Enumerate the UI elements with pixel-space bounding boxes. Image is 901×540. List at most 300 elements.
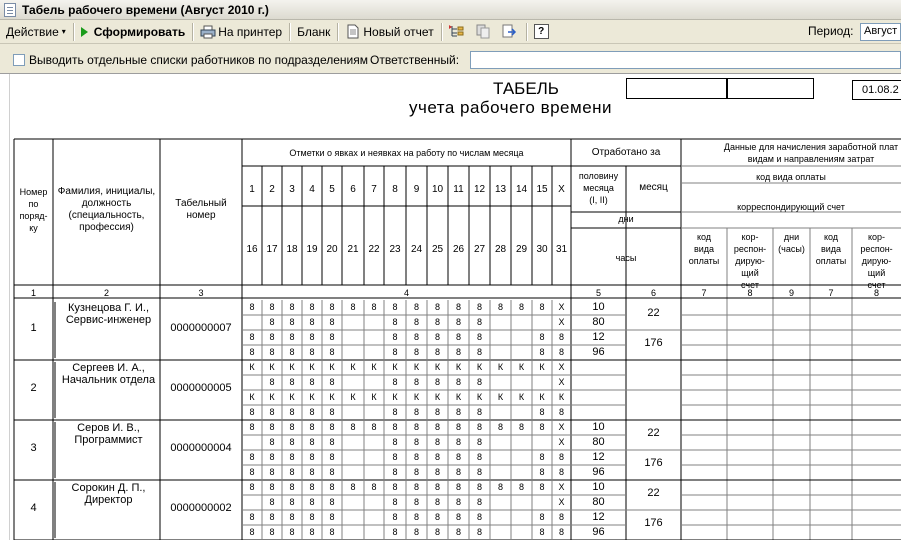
day-cell: 8 [249, 407, 255, 417]
day-cell: 8 [476, 317, 482, 327]
employee-name: Серов И. В., Программист [74, 422, 143, 446]
header-pay-sub: кор- респон- дирую- щий счет [860, 232, 893, 290]
generate-button[interactable] [77, 22, 189, 42]
day-cell: 8 [476, 467, 482, 477]
period-label: Период: [808, 24, 854, 38]
day-cell: К [249, 362, 255, 372]
day-cell: 8 [455, 332, 461, 342]
header-days: дни [618, 214, 634, 224]
day-cell: К [269, 362, 275, 372]
day-cell: К [539, 362, 545, 372]
day-cell: 8 [249, 527, 255, 537]
day-cell: 8 [455, 437, 461, 447]
header-day-top: 13 [494, 184, 507, 195]
month-value: 22 [647, 427, 660, 439]
day-cell: 8 [518, 482, 524, 492]
half-month-value: 96 [592, 526, 605, 538]
employee-tabnum: 0000000002 [170, 502, 232, 514]
day-cell: 8 [289, 512, 295, 522]
day-cell: 8 [392, 332, 398, 342]
day-cell: 8 [413, 347, 419, 357]
header-corr-account: корреспондирующий счет [737, 202, 845, 212]
header-pay-sub: код вида оплаты [688, 232, 720, 266]
day-cell: 8 [371, 422, 377, 432]
report-subtitle: учета рабочего времени [409, 98, 613, 117]
day-cell: К [539, 392, 545, 402]
day-cell: К [497, 362, 504, 372]
day-cell: 8 [476, 452, 482, 462]
responsible-input[interactable] [470, 51, 901, 69]
day-cell: 8 [434, 527, 440, 537]
day-cell: 8 [539, 407, 545, 417]
employee-tabnum: 0000000004 [170, 442, 232, 454]
day-cell: К [371, 392, 377, 402]
document-arrow-icon [501, 24, 517, 40]
day-cell: 8 [476, 347, 482, 357]
day-cell: 8 [392, 512, 398, 522]
day-cell: 8 [392, 377, 398, 387]
new-report-button[interactable] [341, 22, 437, 42]
month-value: 22 [647, 487, 660, 499]
column-number: 5 [595, 288, 601, 298]
move-button[interactable] [497, 22, 523, 42]
period-input[interactable]: Август [860, 23, 901, 41]
day-cell: 8 [392, 437, 398, 447]
day-cell: К [350, 362, 356, 372]
day-cell: К [413, 362, 420, 372]
day-cell: 8 [476, 497, 482, 507]
half-month-value: 80 [592, 496, 605, 508]
header-day-top: 11 [453, 184, 464, 195]
day-cell: 8 [289, 467, 295, 477]
toolbar [0, 20, 901, 44]
day-cell: 8 [392, 302, 398, 312]
day-cell: 8 [455, 512, 461, 522]
day-cell: X [558, 377, 565, 387]
day-cell: 8 [558, 467, 564, 477]
day-cell: 8 [350, 302, 356, 312]
day-cell: К [455, 362, 462, 372]
day-cell: 8 [329, 497, 335, 507]
employee-number: 1 [30, 322, 37, 334]
day-cell: 8 [249, 302, 255, 312]
day-cell: К [269, 392, 275, 402]
day-cell: К [392, 362, 398, 372]
day-cell: X [558, 437, 565, 447]
day-cell: 8 [434, 497, 440, 507]
column-number: 8 [747, 288, 753, 298]
day-cell: 8 [249, 452, 255, 462]
day-cell: 8 [309, 347, 315, 357]
day-cell: 8 [309, 407, 315, 417]
print-label: На принтер [218, 24, 283, 39]
header-day-bottom: 24 [410, 244, 423, 255]
header-month: месяц [639, 182, 668, 193]
day-cell: 8 [289, 422, 295, 432]
day-cell: 8 [269, 527, 275, 537]
day-cell: 8 [413, 407, 419, 417]
half-month-value: 10 [592, 481, 605, 493]
copy-button[interactable] [471, 22, 497, 42]
day-cell: 8 [539, 512, 545, 522]
day-cell: 8 [289, 527, 295, 537]
half-month-value: 12 [592, 451, 605, 463]
day-cell: 8 [476, 512, 482, 522]
day-cell: 8 [269, 467, 275, 477]
header-day-bottom: 18 [286, 244, 298, 255]
day-cell: 8 [455, 467, 461, 477]
header-day-bottom: 26 [452, 244, 465, 255]
header-worked: Отработано за [591, 147, 661, 158]
header-pay-sub: код вида оплаты [815, 232, 847, 266]
day-cell: К [289, 362, 295, 372]
header-name: Фамилия, инициалы, должность (специальность, профессия) [57, 186, 156, 233]
day-cell: 8 [371, 302, 377, 312]
action-label: Действие [6, 24, 59, 39]
day-cell: 8 [392, 497, 398, 507]
day-cell: К [455, 392, 462, 402]
day-cell: 8 [329, 467, 335, 477]
day-cell: 8 [350, 482, 356, 492]
day-cell: 8 [476, 422, 482, 432]
column-number: 2 [103, 288, 109, 298]
header-day-bottom: 23 [389, 244, 401, 255]
day-cell: X [558, 317, 565, 327]
day-cell: 8 [497, 302, 503, 312]
day-cell: 8 [329, 527, 335, 537]
day-cell: 8 [249, 347, 255, 357]
day-cell: 8 [269, 482, 275, 492]
day-cell: 8 [329, 347, 335, 357]
day-cell: К [392, 392, 398, 402]
day-cell: 8 [413, 512, 419, 522]
header-day-bottom: 27 [473, 244, 486, 255]
header-payroll: Данные для начисления заработной плат видам и направлениям затрат [723, 142, 899, 164]
day-cell: X [558, 422, 565, 432]
employee-name: Кузнецова Г. И., Сервис-инженер [65, 302, 152, 326]
day-cell: 8 [309, 317, 315, 327]
header-hours: часы [615, 253, 637, 263]
day-cell: 8 [497, 422, 503, 432]
day-cell: 8 [413, 332, 419, 342]
day-cell: 8 [371, 482, 377, 492]
header-day-bottom: 22 [368, 244, 380, 255]
column-number: 8 [873, 288, 879, 298]
employee-name: Сорокин Д. П., Директор [71, 482, 146, 506]
half-month-value: 12 [592, 511, 605, 523]
separate-lists-label: Выводить отдельные списки работников по подразделениям [29, 53, 368, 67]
day-cell: 8 [269, 497, 275, 507]
day-cell: 8 [558, 332, 564, 342]
action-menu-button[interactable] [0, 22, 70, 42]
day-cell: 8 [434, 467, 440, 477]
day-cell: 8 [434, 317, 440, 327]
toolbar-separator [526, 23, 527, 41]
month-value: 176 [644, 517, 663, 529]
day-cell: 8 [329, 317, 335, 327]
copy-icon [475, 24, 491, 40]
separate-lists-checkbox[interactable] [13, 54, 25, 66]
header-day-bottom: 20 [326, 244, 338, 255]
day-cell: 8 [289, 407, 295, 417]
day-cell: 8 [434, 452, 440, 462]
chevron-down-icon: ▾ [61, 27, 66, 36]
day-cell: 8 [455, 302, 461, 312]
title-bar [0, 0, 901, 20]
day-cell: 8 [269, 437, 275, 447]
day-cell: 8 [434, 512, 440, 522]
header-day-bottom: 21 [347, 244, 359, 255]
header-day-bottom: 25 [431, 244, 444, 255]
day-cell: 8 [476, 407, 482, 417]
day-cell: 8 [392, 482, 398, 492]
column-number: 9 [788, 288, 794, 298]
day-cell: 8 [309, 422, 315, 432]
day-cell: К [249, 392, 255, 402]
day-cell: 8 [476, 437, 482, 447]
header-day-top: 9 [413, 184, 420, 195]
day-cell: К [371, 362, 377, 372]
document-icon [4, 3, 16, 17]
day-cell: 8 [309, 437, 315, 447]
day-cell: 8 [518, 422, 524, 432]
day-cell: 8 [539, 302, 545, 312]
day-cell: 8 [434, 302, 440, 312]
window-title: Табель рабочего времени (Август 2010 г.) [22, 2, 269, 17]
day-cell: 8 [539, 422, 545, 432]
day-cell: 8 [392, 527, 398, 537]
day-cell: 8 [309, 452, 315, 462]
day-cell: 8 [539, 347, 545, 357]
day-cell: 8 [434, 332, 440, 342]
day-cell: 8 [539, 527, 545, 537]
day-cell: 8 [413, 527, 419, 537]
employee-tabnum: 0000000005 [170, 382, 232, 394]
report-sheet[interactable] [0, 73, 901, 540]
day-cell: 8 [413, 302, 419, 312]
day-cell: 8 [413, 422, 419, 432]
header-tabnum: Табельный номер [175, 198, 227, 221]
day-cell: К [518, 392, 525, 402]
day-cell: 8 [539, 452, 545, 462]
day-cell: 8 [413, 437, 419, 447]
day-cell: 8 [558, 452, 564, 462]
day-cell: 8 [413, 452, 419, 462]
day-cell: 8 [539, 467, 545, 477]
day-cell: 8 [413, 482, 419, 492]
header-day-bottom: 30 [536, 244, 548, 255]
month-value: 176 [644, 457, 663, 469]
day-cell: 8 [434, 347, 440, 357]
day-cell: 8 [269, 317, 275, 327]
day-cell: 8 [309, 512, 315, 522]
toolbar-separator [441, 23, 442, 41]
report-title: ТАБЕЛЬ [493, 79, 559, 98]
day-cell: К [329, 392, 335, 402]
half-month-value: 80 [592, 316, 605, 328]
responsible-label: Ответственный: [370, 53, 460, 67]
day-cell: 8 [455, 452, 461, 462]
header-day-top: 7 [371, 184, 377, 195]
day-cell: 8 [329, 332, 335, 342]
header-day-bottom: 17 [266, 244, 278, 255]
header-day-bottom: 31 [555, 244, 568, 255]
new-document-icon [345, 24, 361, 40]
day-cell: К [434, 362, 441, 372]
day-cell: К [329, 362, 335, 372]
half-month-value: 80 [592, 436, 605, 448]
day-cell: К [350, 392, 356, 402]
day-cell: 8 [455, 317, 461, 327]
day-cell: 8 [413, 467, 419, 477]
day-cell: 8 [392, 452, 398, 462]
header-day-top: 6 [350, 184, 356, 195]
day-cell: К [434, 392, 441, 402]
toolbar-separator [337, 23, 338, 41]
day-cell: 8 [434, 407, 440, 417]
day-cell: 8 [289, 332, 295, 342]
day-cell: К [289, 392, 295, 402]
day-cell: К [497, 392, 504, 402]
day-cell: 8 [269, 347, 275, 357]
day-cell: 8 [392, 317, 398, 327]
day-cell: 8 [309, 527, 315, 537]
toolbar-separator [192, 23, 193, 41]
day-cell: X [558, 302, 565, 312]
header-day-top: X [558, 184, 565, 195]
day-cell: X [558, 362, 565, 372]
day-cell: 8 [497, 482, 503, 492]
column-number: 4 [403, 288, 409, 298]
day-cell: 8 [329, 377, 335, 387]
day-cell: 8 [249, 467, 255, 477]
day-cell: К [309, 362, 315, 372]
header-day-top: 3 [289, 184, 295, 195]
day-cell: 8 [413, 317, 419, 327]
day-cell: 8 [329, 437, 335, 447]
day-cell: 8 [558, 407, 564, 417]
print-button[interactable] [196, 22, 286, 42]
report-date: 01.08.2 [852, 80, 901, 100]
day-cell: К [558, 392, 565, 402]
header-day-top: 8 [392, 184, 398, 195]
month-value: 176 [644, 337, 663, 349]
day-cell: 8 [269, 452, 275, 462]
day-cell: К [476, 362, 483, 372]
day-cell: 8 [329, 482, 335, 492]
day-cell: 8 [269, 302, 275, 312]
employee-name: Сергеев И. А., Начальник отдела [61, 362, 156, 386]
day-cell: 8 [269, 407, 275, 417]
day-cell: 8 [269, 332, 275, 342]
day-cell: 8 [434, 422, 440, 432]
generate-label: Сформировать [93, 24, 186, 39]
header-day-bottom: 29 [515, 244, 528, 255]
header-pay-sub: дни (часы) [778, 232, 805, 254]
header-day-top: 2 [269, 184, 275, 195]
day-cell: 8 [249, 332, 255, 342]
column-number: 7 [701, 288, 707, 298]
help-button[interactable] [530, 22, 553, 42]
day-cell: 8 [329, 407, 335, 417]
day-cell: 8 [455, 407, 461, 417]
column-number: 3 [198, 288, 204, 298]
column-number: 7 [828, 288, 834, 298]
blank-label: Бланк [297, 24, 331, 39]
day-cell: 8 [539, 332, 545, 342]
half-month-value: 12 [592, 331, 605, 343]
header-day-bottom: 28 [494, 244, 507, 255]
day-cell: 8 [329, 512, 335, 522]
day-cell: 8 [558, 347, 564, 357]
day-cell: 8 [289, 317, 295, 327]
header-day-top: 4 [309, 184, 315, 195]
day-cell: 8 [392, 407, 398, 417]
day-cell: 8 [289, 497, 295, 507]
day-cell: 8 [392, 422, 398, 432]
day-cell: 8 [269, 377, 275, 387]
day-cell: 8 [249, 422, 255, 432]
day-cell: 8 [392, 467, 398, 477]
day-cell: 8 [455, 482, 461, 492]
day-cell: 8 [309, 482, 315, 492]
header-number: Номер по поряд- ку [19, 187, 48, 233]
day-cell: 8 [289, 302, 295, 312]
day-cell: 8 [249, 482, 255, 492]
day-cell: 8 [476, 302, 482, 312]
day-cell: 8 [289, 482, 295, 492]
day-cell: 8 [476, 527, 482, 537]
day-cell: 8 [309, 302, 315, 312]
employee-number: 3 [30, 442, 37, 454]
employee-tabnum: 0000000007 [170, 322, 232, 334]
day-cell: 8 [309, 377, 315, 387]
day-cell: 8 [455, 422, 461, 432]
day-cell: 8 [309, 332, 315, 342]
half-month-value: 10 [592, 421, 605, 433]
printer-icon [200, 24, 216, 40]
day-cell: 8 [289, 437, 295, 447]
header-half: половину месяца (I, II) [578, 171, 619, 205]
day-cell: 8 [329, 422, 335, 432]
day-cell: 8 [329, 302, 335, 312]
day-cell: К [309, 392, 315, 402]
toolbar-separator [73, 23, 74, 41]
employee-number: 2 [30, 382, 37, 394]
header-marks: Отметки о явках и неявках на работу по числам месяца [289, 148, 524, 158]
day-cell: 8 [289, 452, 295, 462]
day-cell: X [558, 482, 565, 492]
day-cell: 8 [455, 527, 461, 537]
day-cell: 8 [434, 377, 440, 387]
help-icon: ? [534, 24, 549, 39]
half-month-value: 10 [592, 301, 605, 313]
day-cell: К [476, 392, 483, 402]
employee-number: 4 [30, 502, 37, 514]
day-cell: 8 [476, 482, 482, 492]
day-cell: 8 [309, 467, 315, 477]
header-day-top: 12 [473, 184, 486, 195]
day-cell: 8 [413, 497, 419, 507]
column-number: 1 [30, 288, 36, 298]
header-day-top: 5 [329, 184, 335, 195]
header-day-bottom: 19 [306, 244, 318, 255]
play-icon [81, 27, 88, 37]
blank-button[interactable] [293, 22, 334, 42]
day-cell: 8 [289, 347, 295, 357]
day-cell: 8 [249, 512, 255, 522]
structure-button[interactable] [445, 22, 471, 42]
